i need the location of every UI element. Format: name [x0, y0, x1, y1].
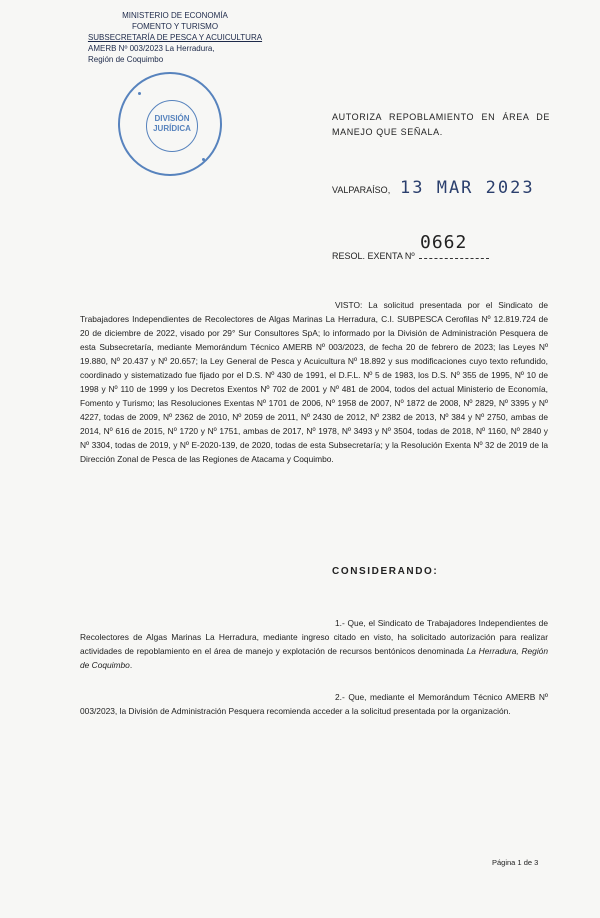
visto-paragraph — [80, 298, 548, 466]
ministry-name: MINISTERIO DE ECONOMÍA — [122, 11, 228, 20]
place-label: VALPARAÍSO, — [332, 185, 391, 195]
ministry-subtitle: FOMENTO Y TURISMO — [131, 22, 219, 31]
stamp-dot — [202, 158, 205, 161]
letterhead — [80, 10, 270, 65]
resolution-title: AUTORIZA REPOBLAMIENTO EN ÁREA DE MANEJO QUE SEÑALA. — [332, 112, 550, 137]
considerando-1-text: 1.- Que, el Sindicato de Trabajadores Independientes de Recolectores de Algas Marinas La Herradura, mediante ingreso citado en visto, ha solicitado autorización para realizar actividades de repoblamiento en el área de manejo y explotación de recursos bentónicos denominada — [80, 618, 548, 656]
considerando-2: 2.- Que, mediante el Memorándum Técnico AMERB Nº 003/2023, la División de Administración Pesquera recomienda acceder a la solicitud presentada por la organización. — [80, 692, 548, 716]
considerando-heading: CONSIDERANDO: — [332, 566, 439, 577]
subsecretariat-name: SUBSECRETARÍA DE PESCA Y ACUICULTURA — [87, 33, 263, 42]
resolution-label: RESOL. EXENTA Nº — [332, 251, 415, 261]
stamp-line-1: DIVISIÓN — [154, 114, 190, 123]
date-stamp: 13 MAR 2023 — [400, 178, 535, 198]
region-reference: Región de Coquimbo — [88, 55, 164, 64]
amerb-reference: AMERB Nº 003/2023 La Herradura, — [88, 44, 215, 53]
resolution-number: 0662 — [420, 232, 468, 253]
division-juridica-stamp — [118, 72, 222, 176]
stamp-line-2: JURÍDICA — [153, 124, 191, 133]
considerando-1 — [80, 616, 548, 672]
considerando-1-place: La Herradura, Región de Coquimbo — [80, 646, 548, 670]
visto-text: La solicitud presentada por el Sindicato de Trabajadores Independientes de Recolectores de Algas Marinas La Herradura, C.I. SUBPESCA Cerofilas Nº 12.819.724 de 20 de diciembre de 2022, visado por 29° Sur Consultores SpA; lo informado por la División de Administración Pesquera de esta Subsecretaría, mediante Memorándum Técnico AMERB Nº 003/2023, de fecha 20 de febrero de 2023; las Leyes Nº 19.880, Nº 20.437 y Nº 20.657; la Ley General de Pesca y Acuicultura Nº 18.892 y sus modificaciones cuyo texto refundido, coordinado y sistematizado fue fijado por el D.S. Nº 430 de 1991, el D.F.L. Nº 5 de 1983, los D.S. Nº 355 de 1995, Nº 10 de 1998 y Nº 110 de 1999 y los Decretos Exentos Nº 702 de 2001 y Nº 481 de 2004, todos del actual Ministerio de Economía, Fomento y Turismo; las Resoluciones Exentas Nº 1701 de 2006, Nº 1958 de 2007, Nº 1872 de 2008, Nº 2829, Nº 3395 y Nº 4227, todas de 2009, Nº 2362 de 2010, Nº 2059 de 2011, Nº 2430 de 2012, Nº 2382 de 2013, Nº 384 y Nº 2750, ambas de 2014, Nº 616 de 2015, Nº 1720 y Nº 1751, ambas de 2017, Nº 1978, Nº 3493 y Nº 3504, todas de 2018, Nº 1160, Nº 2840 y Nº 3304, todas de 2019, y Nº E-2020-139, de 2020, todas de esta Subsecretaría; y la Resolución Exenta Nº 32 de 2019 de la Dirección Zonal de Pesca de las Regiones de Atacama y Coquimbo. — [80, 300, 548, 464]
visto-label: VISTO: — [335, 300, 363, 310]
considerando-1-end: . — [129, 660, 133, 670]
stamp-dot — [138, 92, 141, 95]
page-number: Página 1 de 3 — [492, 858, 539, 867]
